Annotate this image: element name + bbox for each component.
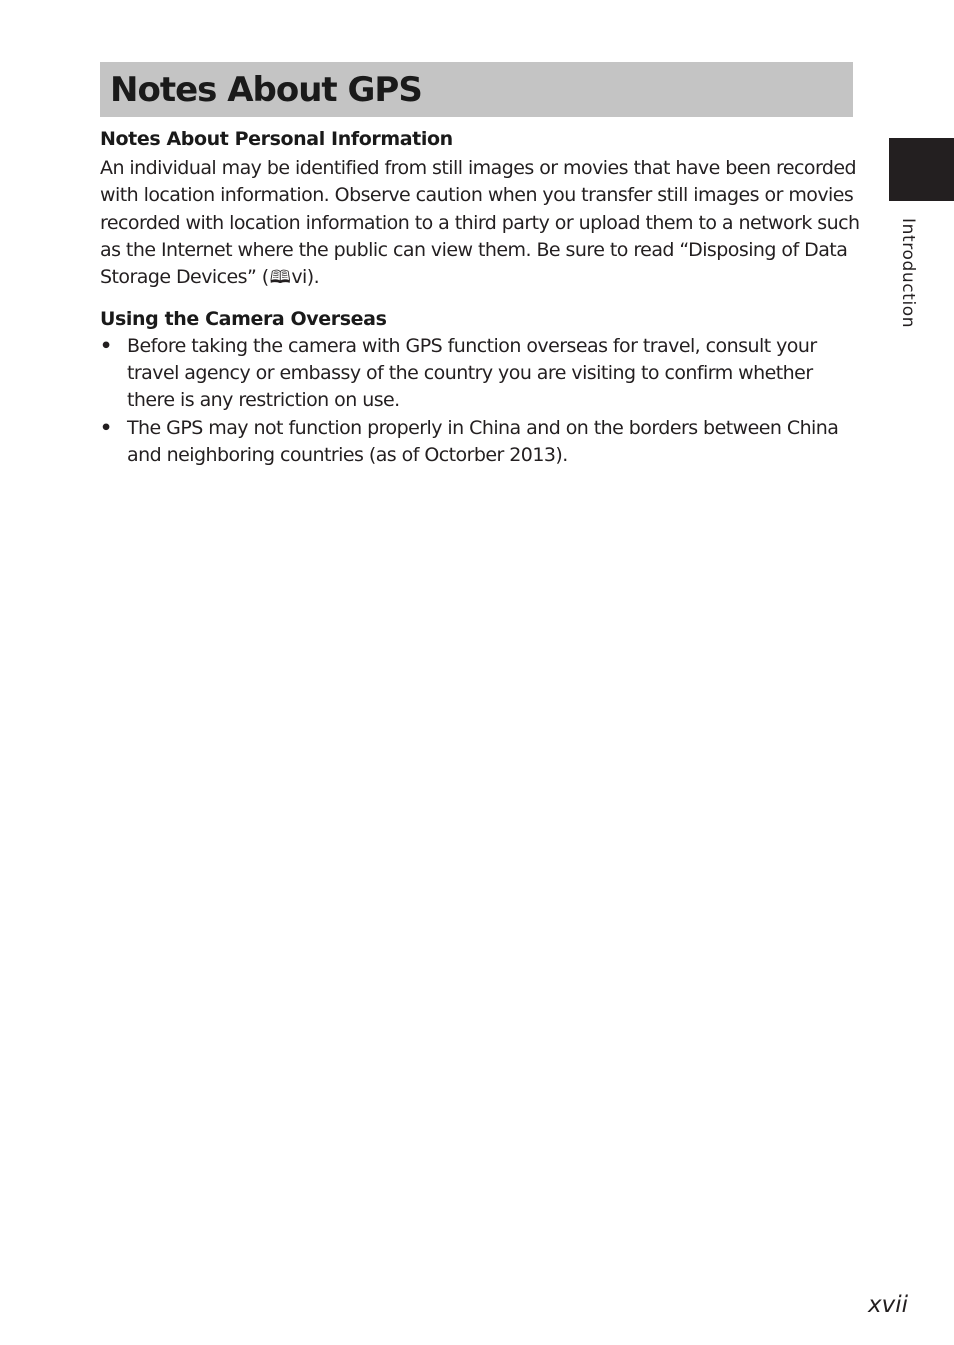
reference-page: vi xyxy=(291,266,307,289)
section-body xyxy=(100,155,860,291)
chapter-side-label-text: Introduction xyxy=(898,218,918,329)
section-personal-information xyxy=(100,126,860,291)
page-title-bar xyxy=(100,62,853,117)
body-text-end: ). xyxy=(306,266,320,289)
page-title: Notes About GPS xyxy=(110,70,422,110)
body-text: An individual may be identified from still images or movies that have been recorded with location information. Observe caution when you transfer still images or movies recorded with location information to a third party or upload them to a network such as the Internet where the public can view them. Be sure to read “Disposing of Data Storage Devices” ( xyxy=(100,157,860,289)
list-item xyxy=(100,333,860,415)
section-heading: Using the Camera Overseas xyxy=(100,308,387,330)
chapter-side-tab xyxy=(889,138,954,201)
bullet-icon: • xyxy=(100,335,112,357)
book-reference-icon: 🕮 xyxy=(269,267,291,289)
list-item-text: Before taking the camera with GPS function overseas for travel, consult your travel agency or embassy of the country you are visiting to confirm whether there is any restriction on use. xyxy=(127,335,817,412)
list-item xyxy=(100,415,860,469)
list-item-text: The GPS may not function properly in China and on the borders between China and neighboring countries (as of Octorber 2013). xyxy=(127,416,839,466)
page-number: xvii xyxy=(867,1292,908,1318)
section-heading: Notes About Personal Information xyxy=(100,128,453,150)
section-using-camera-overseas xyxy=(100,306,860,469)
bullet-icon: • xyxy=(100,416,112,439)
chapter-side-label xyxy=(895,218,921,338)
bullet-list xyxy=(100,333,860,469)
